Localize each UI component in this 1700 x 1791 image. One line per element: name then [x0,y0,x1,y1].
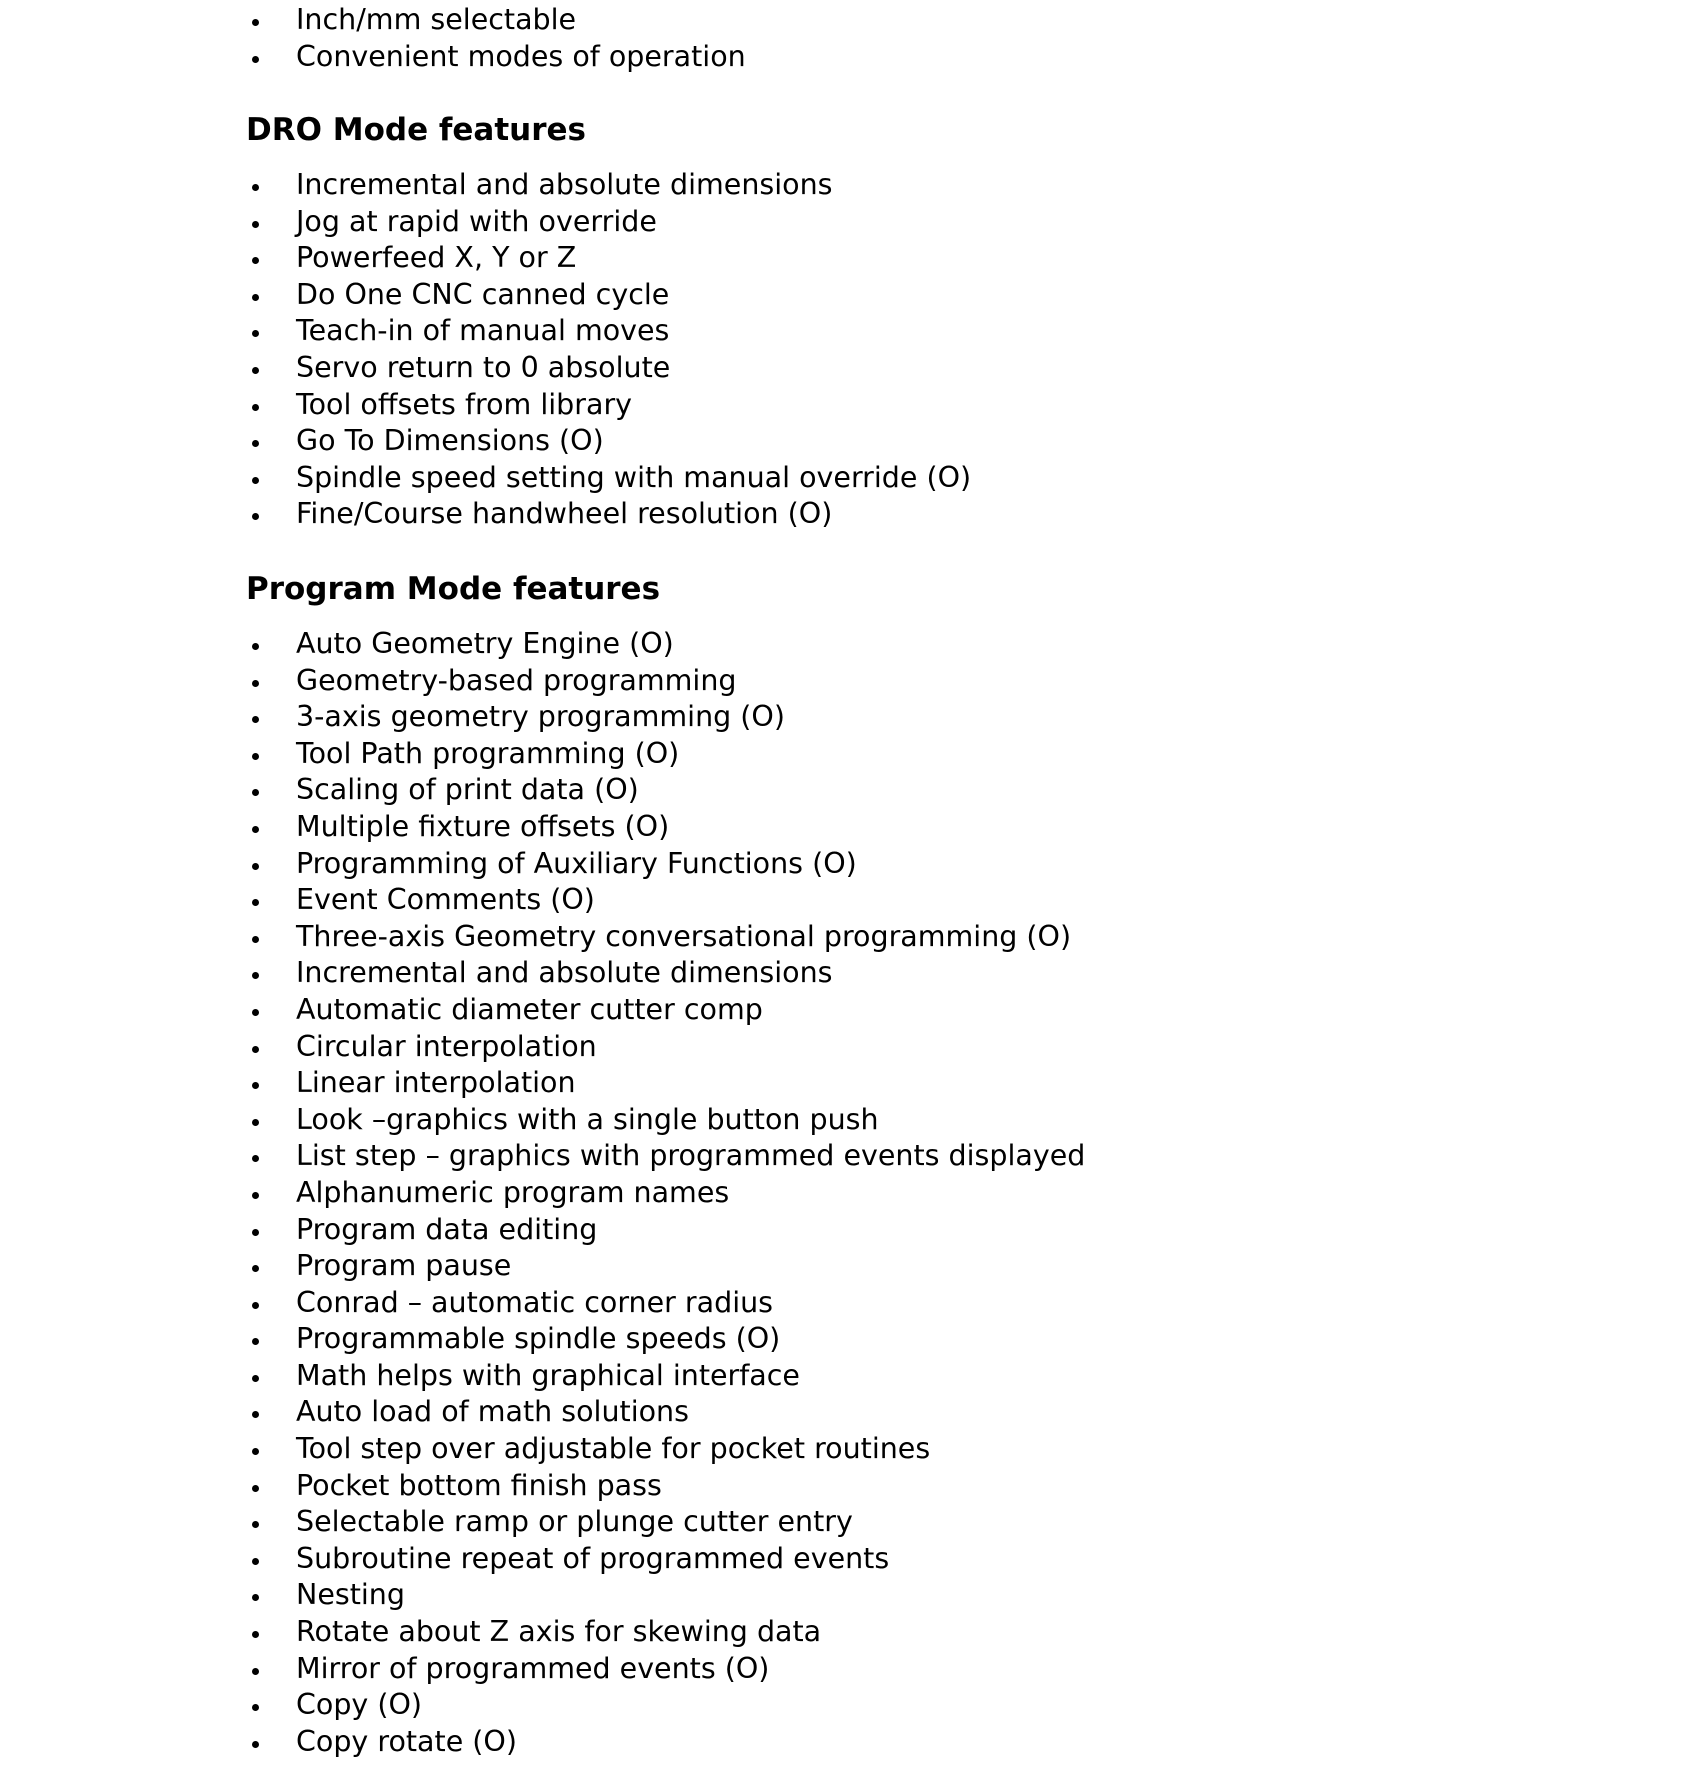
list-item: Jog at rapid with override [246,204,971,241]
list-item: Three-axis Geometry conversational programming (O) [246,919,1085,956]
list-item: Multiple fixture offsets (O) [246,809,1085,846]
list-item: Program data editing [246,1212,1085,1249]
list-item: Tool step over adjustable for pocket routines [246,1431,1085,1468]
list-item: Subroutine repeat of programmed events [246,1541,1085,1578]
list-item: Copy rotate (O) [246,1724,1085,1761]
list-item: Rotate about Z axis for skewing data [246,1614,1085,1651]
list-item: Incremental and absolute dimensions [246,167,971,204]
list-item: Program pause [246,1248,1085,1285]
list-item: Selectable ramp or plunge cutter entry [246,1504,1085,1541]
list-item: Mirror of programmed events (O) [246,1651,1085,1688]
list-item: Circular interpolation [246,1029,1085,1066]
list-item: Inch/mm selectable [246,2,746,39]
list-item: Teach-in of manual moves [246,313,971,350]
list-item: Math helps with graphical interface [246,1358,1085,1395]
dro-feature-list [246,167,971,533]
program-mode-heading: Program Mode features [246,571,661,607]
list-item: List step – graphics with programmed events displayed [246,1138,1085,1175]
list-item: Automatic diameter cutter comp [246,992,1085,1029]
list-item: Programming of Auxiliary Functions (O) [246,846,1085,883]
list-item: Conrad – automatic corner radius [246,1285,1085,1322]
program-feature-list [246,626,1085,1760]
list-item: Copy (O) [246,1687,1085,1724]
list-item: Scaling of print data (O) [246,772,1085,809]
list-item: 3-axis geometry programming (O) [246,699,1085,736]
list-item: Pocket bottom finish pass [246,1468,1085,1505]
list-item: Event Comments (O) [246,882,1085,919]
list-item: Tool Path programming (O) [246,736,1085,773]
list-item: Do One CNC canned cycle [246,277,971,314]
list-item: Tool offsets from library [246,387,971,424]
dro-mode-heading: DRO Mode features [246,112,586,148]
list-item: Servo return to 0 absolute [246,350,971,387]
intro-feature-list [246,2,746,75]
list-item: Fine/Course handwheel resolution (O) [246,496,971,533]
list-item: Auto load of math solutions [246,1394,1085,1431]
list-item: Go To Dimensions (O) [246,423,971,460]
list-item: Convenient modes of operation [246,39,746,76]
list-item: Alphanumeric program names [246,1175,1085,1212]
list-item: Incremental and absolute dimensions [246,955,1085,992]
list-item: Auto Geometry Engine (O) [246,626,1085,663]
list-item: Programmable spindle speeds (O) [246,1321,1085,1358]
list-item: Geometry-based programming [246,663,1085,700]
list-item: Look –graphics with a single button push [246,1102,1085,1139]
list-item: Linear interpolation [246,1065,1085,1102]
list-item: Powerfeed X, Y or Z [246,240,971,277]
list-item: Spindle speed setting with manual override (O) [246,460,971,497]
list-item: Nesting [246,1577,1085,1614]
